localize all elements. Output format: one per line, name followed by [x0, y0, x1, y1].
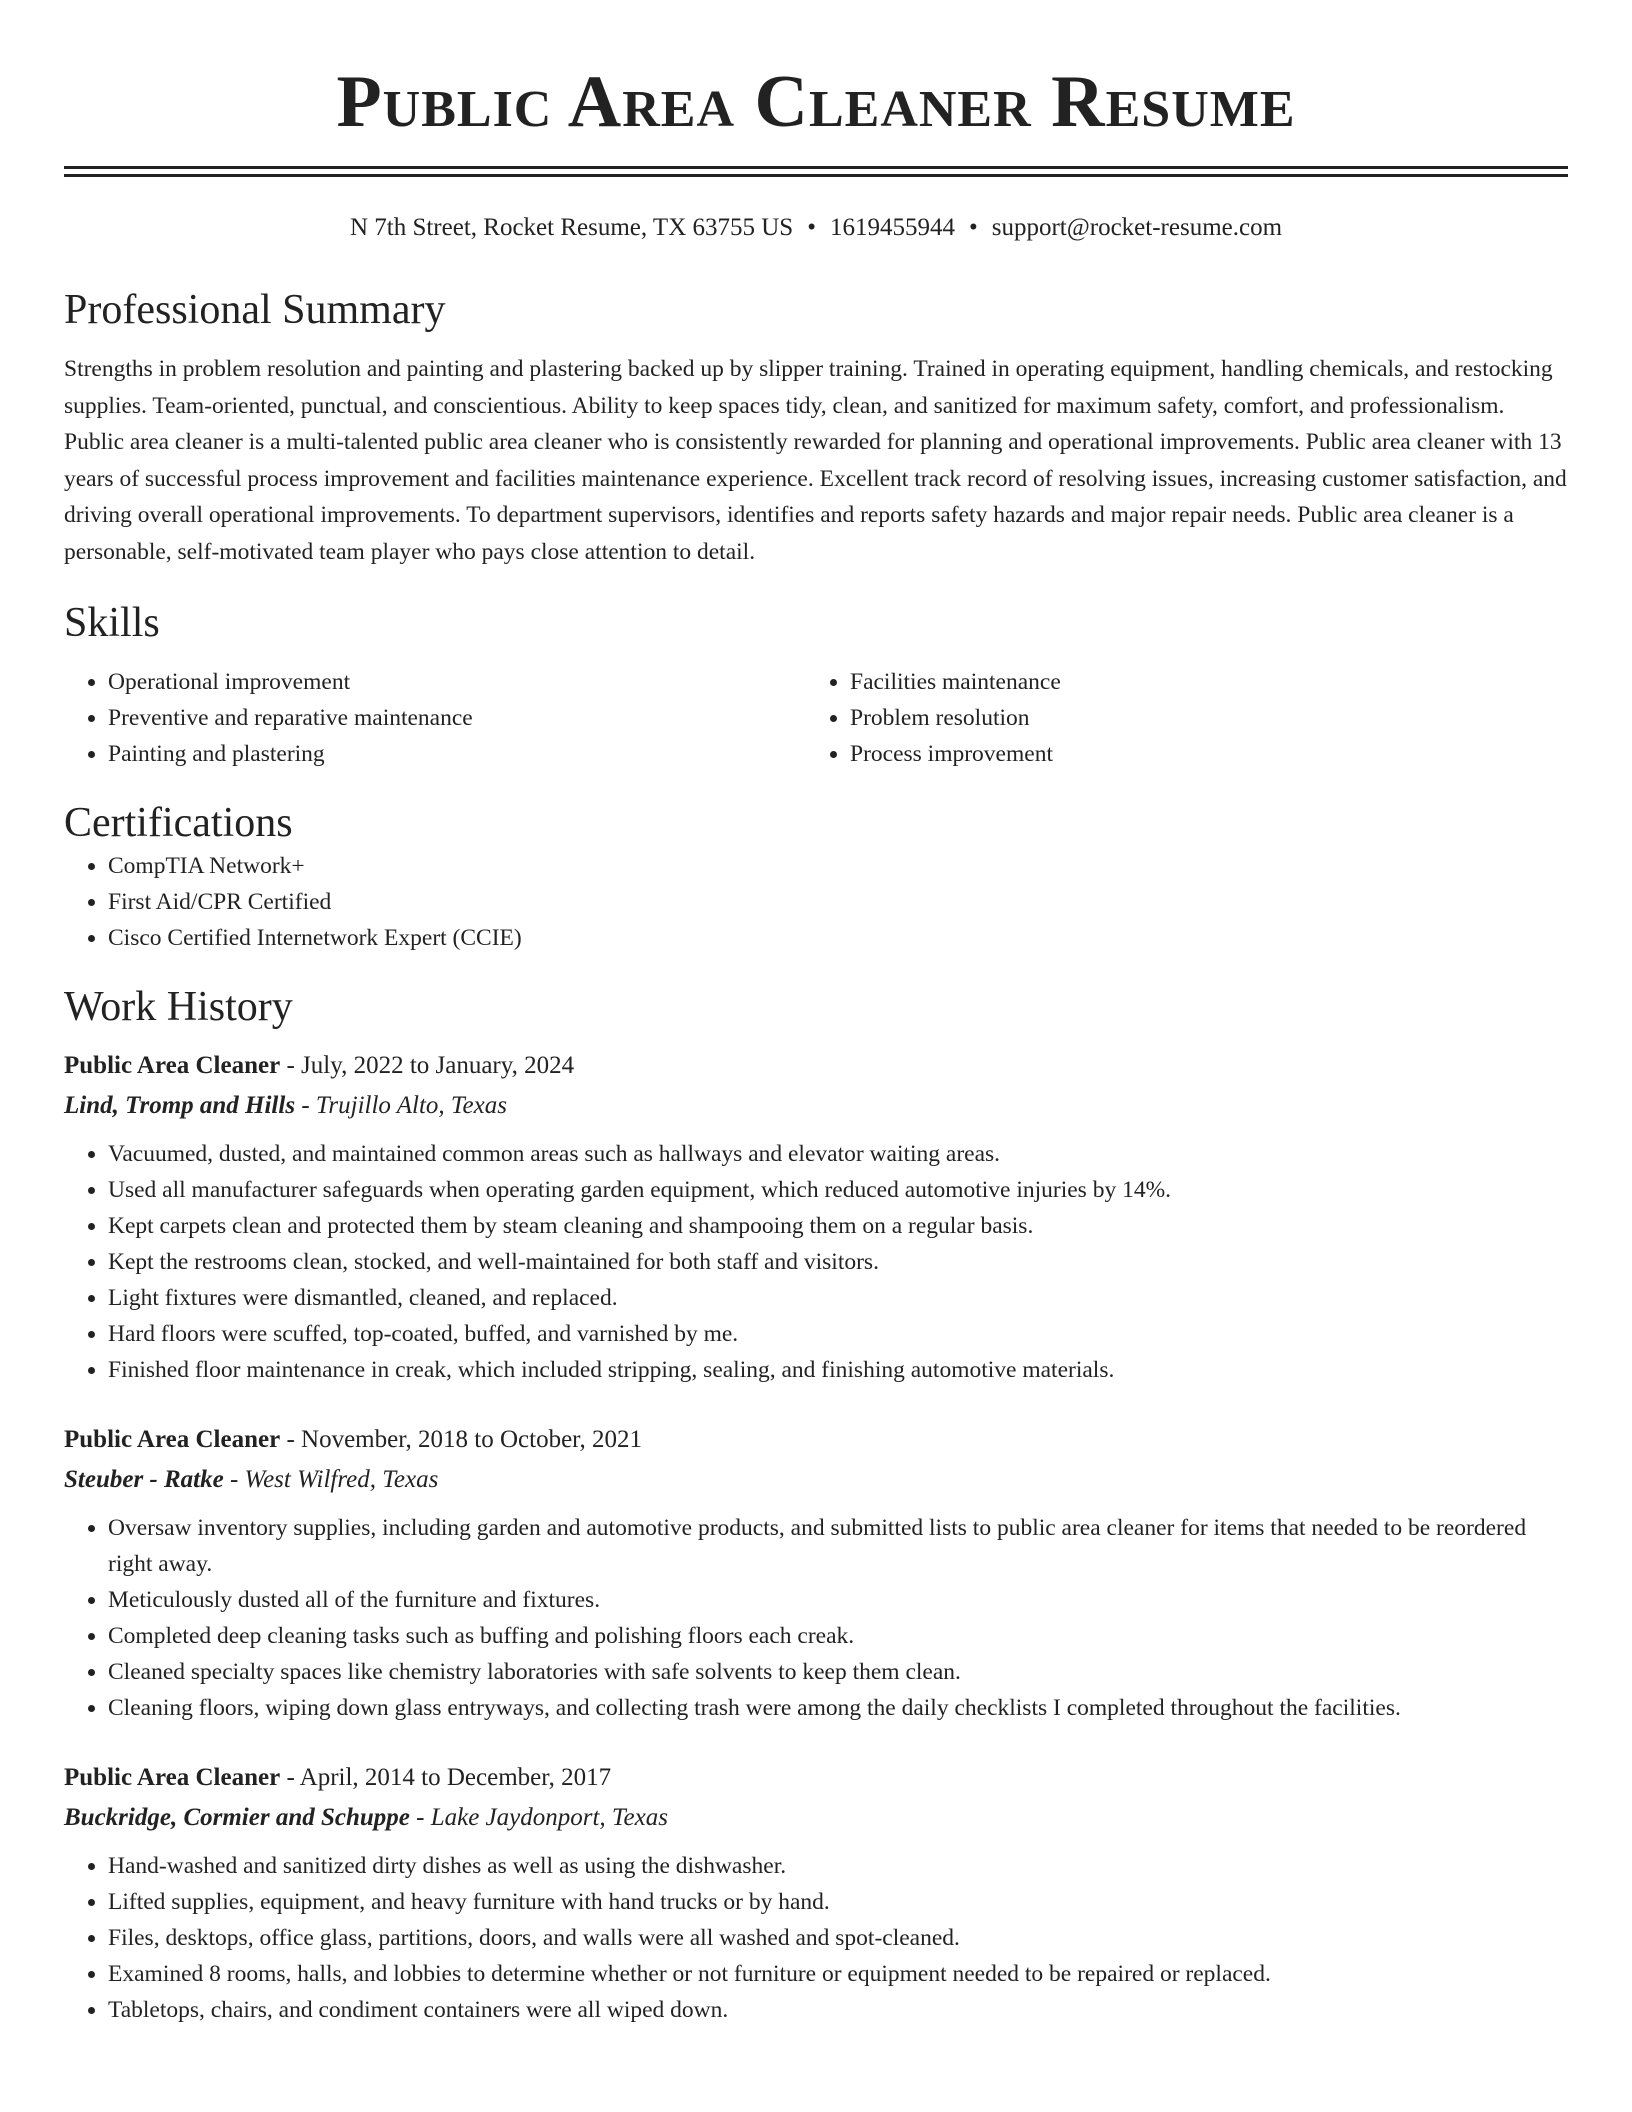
job-company: Lind, Tromp and Hills — [64, 1092, 296, 1119]
job-duties-list — [64, 1848, 1568, 2028]
job-dates: November, 2018 to October, 2021 — [301, 1426, 642, 1453]
job-dash: - — [223, 1466, 245, 1493]
job-title-line — [64, 1420, 1568, 1460]
job-title-line — [64, 1046, 1568, 1086]
job-dash: - — [280, 1052, 302, 1079]
job-duty: • Light fixtures were dismantled, cleaned, and replaced. — [108, 1280, 1568, 1316]
skills-list — [64, 664, 1568, 772]
job-duty: • Finished floor maintenance in creak, which included stripping, sealing, and finishing automotive materials. — [108, 1352, 1568, 1388]
title-divider-thick — [64, 166, 1568, 169]
job-company-line — [64, 1086, 1568, 1126]
contact-address: N 7th Street, Rocket Resume, TX 63755 US — [349, 214, 794, 241]
contact-phone: 1619455944 — [829, 214, 955, 241]
job-duty: • Used all manufacturer safeguards when operating garden equipment, which reduced automotive injuries by 14%. — [108, 1172, 1568, 1208]
job-role: Public Area Cleaner — [64, 1426, 281, 1453]
job-dash: - — [280, 1426, 302, 1453]
job-duty: • Kept carpets clean and protected them by steam cleaning and shampooing them on a regular basis. — [108, 1208, 1568, 1244]
job-location: Lake Jaydonport, Texas — [430, 1804, 668, 1831]
skill-item: • Operational improvement — [108, 664, 806, 700]
job-duties-list — [64, 1136, 1568, 1388]
job-dates: April, 2014 to December, 2017 — [299, 1764, 612, 1791]
job-duty: • Cleaning floors, wiping down glass entryways, and collecting trash were among the daily checklists I completed throughout the facilities. — [108, 1690, 1568, 1726]
job-company-line — [64, 1460, 1568, 1500]
summary-text: Strengths in problem resolution and painting and plastering backed up by slipper training. Trained in operating equipment, handling chemicals, and restocking supplies. Team-oriented, punctual, and conscientious. Ability to keep spaces tidy, clean, and sanitized for maximum safety, comfort, and professionalism. Public area cleaner is a multi-talented public area cleaner who is consistently rewarded for planning and operational improvements. Public area cleaner with 13 years of successful process improvement and facilities maintenance experience. Excellent track record of resolving issues, increasing customer satisfaction, and driving overall operational improvements. To department supervisors, identifies and reports safety hazards and major repair needs. Public area cleaner is a personable, self-motivated team player who pays close attention to detail. — [64, 356, 1567, 565]
job-company: Buckridge, Cormier and Schuppe — [64, 1804, 410, 1831]
job-company-line — [64, 1798, 1568, 1838]
certification-item: • CompTIA Network+ — [108, 848, 1568, 884]
job-title-line — [64, 1758, 1568, 1798]
contact-line — [64, 211, 1568, 245]
skill-item: • Facilities maintenance — [850, 664, 1568, 700]
contact-separator: • — [968, 214, 978, 241]
job-location: Trujillo Alto, Texas — [315, 1092, 507, 1119]
job-duty: • Vacuumed, dusted, and maintained common areas such as hallways and elevator waiting areas. — [108, 1136, 1568, 1172]
job-entry — [64, 1420, 1568, 1726]
summary-heading: Professional Summary — [64, 287, 446, 333]
job-entry — [64, 1046, 1568, 1388]
job-role: Public Area Cleaner — [64, 1764, 281, 1791]
job-duty: • Hand-washed and sanitized dirty dishes as well as using the dishwasher. — [108, 1848, 1568, 1884]
certification-item: • Cisco Certified Internetwork Expert (CCIE) — [108, 920, 1568, 956]
skill-item: • Process improvement — [850, 736, 1568, 772]
job-dates: July, 2022 to January, 2024 — [301, 1052, 575, 1079]
skills-column-right — [806, 664, 1568, 772]
skill-item: • Problem resolution — [850, 700, 1568, 736]
contact-email: support@rocket-resume.com — [991, 214, 1283, 241]
contact-separator: • — [807, 214, 816, 241]
job-duty: • Lifted supplies, equipment, and heavy furniture with hand trucks or by hand. — [108, 1884, 1568, 1920]
job-duty: • Completed deep cleaning tasks such as buffing and polishing floors each creak. — [108, 1618, 1568, 1654]
skills-column-left — [64, 664, 806, 772]
job-duty: • Hard floors were scuffed, top-coated, buffed, and varnished by me. — [108, 1316, 1568, 1352]
job-role: Public Area Cleaner — [64, 1052, 281, 1079]
job-dash: - — [280, 1764, 300, 1791]
work-history-heading: Work History — [64, 984, 293, 1030]
job-dash: - — [409, 1804, 431, 1831]
job-duty: • Cleaned specialty spaces like chemistry laboratories with safe solvents to keep them clean. — [108, 1654, 1568, 1690]
certification-item: • First Aid/CPR Certified — [108, 884, 1568, 920]
skills-heading: Skills — [64, 600, 160, 646]
job-duty: • Tabletops, chairs, and condiment containers were all wiped down. — [108, 1992, 1568, 2028]
job-company: Steuber - Ratke — [64, 1466, 224, 1493]
job-entry — [64, 1758, 1568, 2028]
job-duty: • Meticulously dusted all of the furniture and fixtures. — [108, 1582, 1568, 1618]
job-duty: • Files, desktops, office glass, partitions, doors, and walls were all washed and spot-cleaned. — [108, 1920, 1568, 1956]
job-duties-list — [64, 1510, 1568, 1726]
skill-item: • Painting and plastering — [108, 736, 806, 772]
certifications-heading: Certifications — [64, 800, 293, 846]
job-location: West Wilfred, Texas — [244, 1466, 439, 1493]
job-dash: - — [295, 1092, 316, 1119]
resume-title: Public Area Cleaner Resume — [336, 61, 1296, 143]
job-duty: • Examined 8 rooms, halls, and lobbies to determine whether or not furniture or equipment needed to be repaired or replaced. — [108, 1956, 1568, 1992]
job-duty: • Oversaw inventory supplies, including garden and automotive products, and submitted lists to public area cleaner for items that needed to be reordered right away. — [108, 1510, 1568, 1582]
job-duty: • Kept the restrooms clean, stocked, and well-maintained for both staff and visitors. — [108, 1244, 1568, 1280]
title-divider-thin — [64, 174, 1568, 177]
certifications-list — [64, 848, 1568, 956]
skill-item: • Preventive and reparative maintenance — [108, 700, 806, 736]
